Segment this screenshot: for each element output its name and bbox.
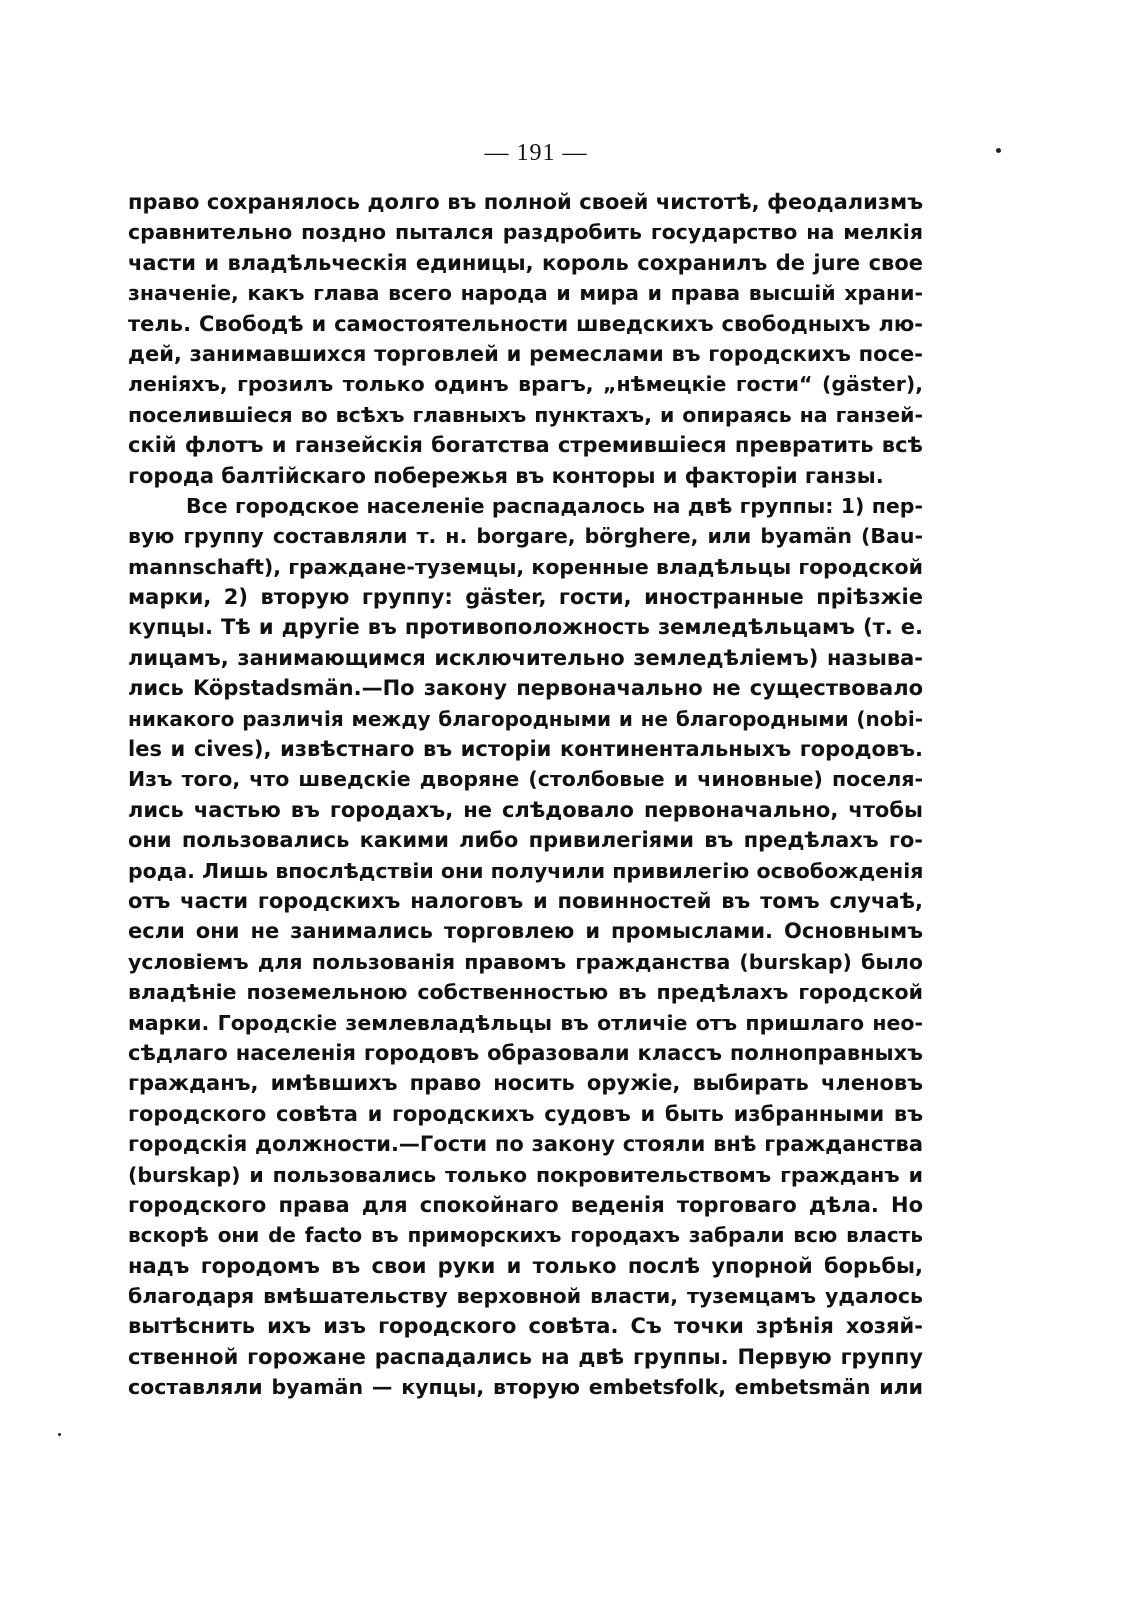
text-line: лись частью въ городахъ, не слѣдовало первоначально, чтобы: [128, 797, 923, 822]
text-line: лицамъ, занимающимся исключительно земледѣліемъ) называ-: [128, 645, 923, 670]
text-line: если они не занимались торговлею и промыслами. Основнымъ: [128, 919, 923, 944]
text-line: городскія должности.—Гости по закону стояли внѣ гражданства: [128, 1132, 923, 1157]
text-line: марки, 2) вторую группу: gäster, гости, иностранные пріѣзжіе: [128, 585, 923, 610]
paragraph-first-line: Все городское населеніе распадалось на двѣ группы: 1) пер-: [186, 493, 923, 518]
text-line: вытѣснить ихъ изъ городского совѣта. Съ точки зрѣнія хозяй-: [128, 1314, 923, 1339]
text-line: условіемъ для пользованія правомъ гражданства (burskap) было: [128, 949, 923, 974]
page-number: — 191 —: [484, 140, 588, 166]
text-line: право сохранялось долго въ полной своей чистотѣ, феодализмъ: [128, 190, 923, 214]
text-line: части и владѣльческія единицы, король сохранилъ de jure свое: [128, 250, 923, 275]
scan-speck: [996, 148, 1001, 153]
text-line: вскорѣ они de facto въ приморскихъ городахъ забрали всю власть: [128, 1223, 923, 1248]
text-line: сѣдлаго населенія городовъ образовали классъ полноправныхъ: [128, 1040, 923, 1065]
text-line: никакого различія между благородными и не благородными (nobi-: [128, 706, 923, 731]
text-line: владѣніе поземельною собственностью въ предѣлахъ городской: [128, 980, 923, 1005]
text-line: городского права для спокойнаго веденія торговаго дѣла. Но: [128, 1192, 923, 1217]
text-line: les и cives), извѣстнаго въ исторіи континентальныхъ городовъ.: [128, 737, 923, 762]
text-line: Изъ того, что шведскіе дворяне (столбовые и чиновные) поселя-: [128, 767, 923, 792]
text-line: гражданъ, имѣвшихъ право носить оружіе, выбирать членовъ: [128, 1071, 923, 1096]
text-line: скій флотъ и ганзейскія богатства стремившіеся превратить всѣ: [128, 433, 923, 458]
body-text: [128, 187, 923, 1403]
scan-speck: [58, 1433, 61, 1436]
text-line: благодаря вмѣшательству верховной власти, туземцамъ удалось: [128, 1284, 923, 1309]
text-line: купцы. Тѣ и другіе въ противоположность земледѣльцамъ (т. е.: [128, 615, 923, 640]
text-line: лись Köpstadsmän.—По закону первоначально не существовало: [128, 676, 923, 701]
text-line: они пользовались какими либо привилегіями въ предѣлахъ го-: [128, 828, 923, 853]
text-line: городского совѣта и городскихъ судовъ и быть избранными въ: [128, 1101, 923, 1126]
text-line: города балтійскаго побережья въ конторы и факторіи ганзы.: [128, 463, 884, 488]
text-line: вую группу составляли т. н. borgare, börghere, или byamän (Bau-: [128, 524, 923, 549]
text-line: mannschaft), граждане-туземцы, коренные владѣльцы городской: [128, 554, 923, 579]
text-line: поселившіеся во всѣхъ главныхъ пунктахъ, и опираясь на ганзей-: [128, 402, 923, 427]
text-line: тель. Свободѣ и самостоятельности шведскихъ свободныхъ лю-: [128, 311, 923, 336]
text-line: значеніе, какъ глава всего народа и мира и права высшій храни-: [128, 281, 923, 306]
text-line: составляли byamän — купцы, вторую embetsfolk, embetsmän или: [128, 1375, 923, 1400]
text-line: отъ части городскихъ налоговъ и повинностей въ томъ случаѣ,: [128, 888, 923, 913]
text-line: (burskap) и пользовались только покровительствомъ гражданъ и: [128, 1162, 923, 1187]
text-line: ственной горожане распадались на двѣ группы. Первую группу: [128, 1344, 923, 1369]
text-line: марки. Городскіе землевладѣльцы въ отличіе отъ пришлаго нео-: [128, 1010, 923, 1035]
text-line: сравнительно поздно пытался раздробить государство на мелкія: [128, 220, 923, 245]
text-line: рода. Лишь впослѣдствіи они получили привилегію освобожденія: [128, 858, 923, 883]
text-line: дей, занимавшихся торговлей и ремеслами въ городскихъ посе-: [128, 341, 923, 366]
text-line: леніяхъ, грозилъ только одинъ врагъ, „нѣмецкіе гости“ (gäster),: [128, 372, 923, 397]
text-line: надъ городомъ въ свои руки и только послѣ упорной борьбы,: [128, 1253, 923, 1278]
